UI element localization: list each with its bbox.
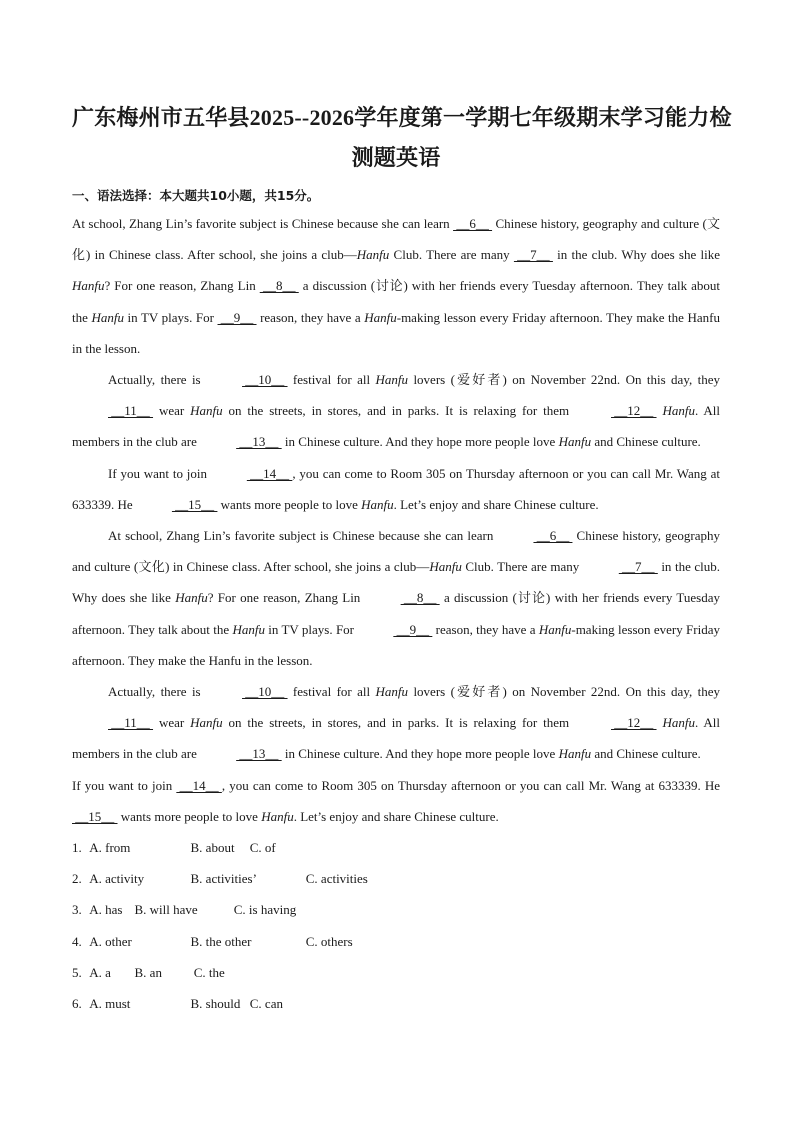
blank-6: __6__ [453,216,493,231]
question-1-options [72,832,720,863]
blank-10-repeat: __10__ [242,684,288,700]
option-a: A. must [89,996,131,1012]
option-b: B. an [134,964,162,980]
option-b: B. activities’ [190,871,257,887]
option-c: C. of [249,840,276,856]
option-c: C. others [305,933,353,949]
option-a: A. a [89,964,111,980]
blank-8: __8__ [259,278,299,294]
question-4-options [72,926,720,957]
passage-paragraph-2: Actually, there is __10__ festival for all Hanfu lovers (爱好者) on November 22nd. On this day, they __11__ wear Hanfu on the streets, in stores, and in parks. It is relaxing for them __12__ Hanfu. All members in the club are __13__ in Chinese culture. And they hope more people love Hanfu and Chinese culture. [72,364,720,458]
question-number: 2. [72,871,82,887]
question-2-options [72,863,720,894]
option-c: C. is having [233,902,297,918]
question-5-options [72,957,720,988]
document-title [72,0,732,178]
blank-14-repeat: __14__ [176,777,222,793]
option-b: B. will have [134,902,198,918]
option-b: B. should [190,996,241,1012]
passage-paragraph-3: If you want to join __14__ , you can come to Room 305 on Thursday afternoon or you can call Mr. Wang at 633339. He __15__ wants more people to love Hanfu. Let’s enjoy and share Chinese culture. [72,458,720,520]
option-a: A. from [89,840,131,856]
blank-13-repeat: __13__ [236,746,282,762]
blank-12: __12__ [611,403,657,419]
option-b: B. about [190,840,235,856]
title-line-1: 广东梅州市五华县2025--2026学年度第一学期七年级期末学习能力检 [72,105,732,130]
question-number: 1. [72,840,82,856]
question-number: 5. [72,964,82,980]
title-line-2: 测题英语 [351,145,441,170]
option-b: B. the other [190,933,252,949]
blank-11: __11__ [108,403,154,419]
option-c: C. the [193,964,225,980]
question-number: 3. [72,902,82,918]
blank-7-repeat: __7__ [618,559,658,575]
option-c: C. can [249,996,283,1012]
question-number: 4. [72,933,82,949]
blank-12-repeat: __12__ [611,715,657,731]
blank-13: __13__ [236,434,282,450]
option-a: A. has [89,902,123,918]
question-number: 6. [72,996,82,1012]
option-c: C. activities [305,871,368,887]
blank-7: __7__ [513,247,553,263]
blank-14: __14__ [246,465,293,481]
blank-8-repeat: __8__ [400,590,440,606]
passage-paragraph-2-repeat: Actually, there is __10__ festival for all Hanfu lovers (爱好者) on November 22nd. On this day, they __11__ wear Hanfu on the streets, in stores, and in parks. It is relaxing for them __12__ Hanfu. All members in the club are __13__ in Chinese culture. And they hope more people love Hanfu and Chinese culture. [72,676,720,770]
blank-15: __15__ [171,496,218,512]
blank-10: __10__ [242,372,288,388]
section-heading: 一、语法选择：本大题共10小题，共15分。 [72,188,320,203]
passage-paragraph-1-repeat: At school, Zhang Lin’s favorite subject is Chinese because she can learn __6__ Chinese history, geography and culture (文化) in Chinese class. After school, she joins a club—Hanfu Club. There are many __7__ in the club. Why does she like Hanfu? For one reason, Zhang Lin __8__ a discussion (讨论) with her friends every Tuesday afternoon. They talk about the Hanfu in TV plays. For __9__ reason, they have a Hanfu-making lesson every Friday afternoon. They make the Hanfu in the lesson. [72,520,720,676]
option-a: A. activity [89,871,145,887]
blank-9: __9__ [217,309,257,325]
passage-paragraph-1: At school, Zhang Lin’s favorite subject is Chinese because she can learn __6__ Chinese history, geography and culture (文化) in Chinese class. After school, she joins a club—Hanfu Club. There are many __7__ in the club. Why does she like Hanfu? For one reason, Zhang Lin __8__ a discussion (讨论) with her friends every Tuesday afternoon. They talk about the Hanfu in TV plays. For __9__ reason, they have a Hanfu-making lesson every Friday afternoon. They make the Hanfu in the lesson. [72,208,720,364]
blank-11-repeat: __11__ [108,715,154,731]
options-list [72,832,720,1019]
blank-15-repeat: __15__ [72,808,118,824]
question-3-options [72,894,720,925]
option-a: A. other [89,933,132,949]
passage-paragraph-3-repeat: If you want to join __14__ , you can come to Room 305 on Thursday afternoon or you can call Mr. Wang at 633339. He __15__ wants more people to love Hanfu. Let’s enjoy and share Chinese culture. [72,770,720,832]
blank-9-repeat: __9__ [393,621,433,637]
question-6-options [72,988,720,1019]
blank-6-repeat: __6__ [533,528,573,544]
